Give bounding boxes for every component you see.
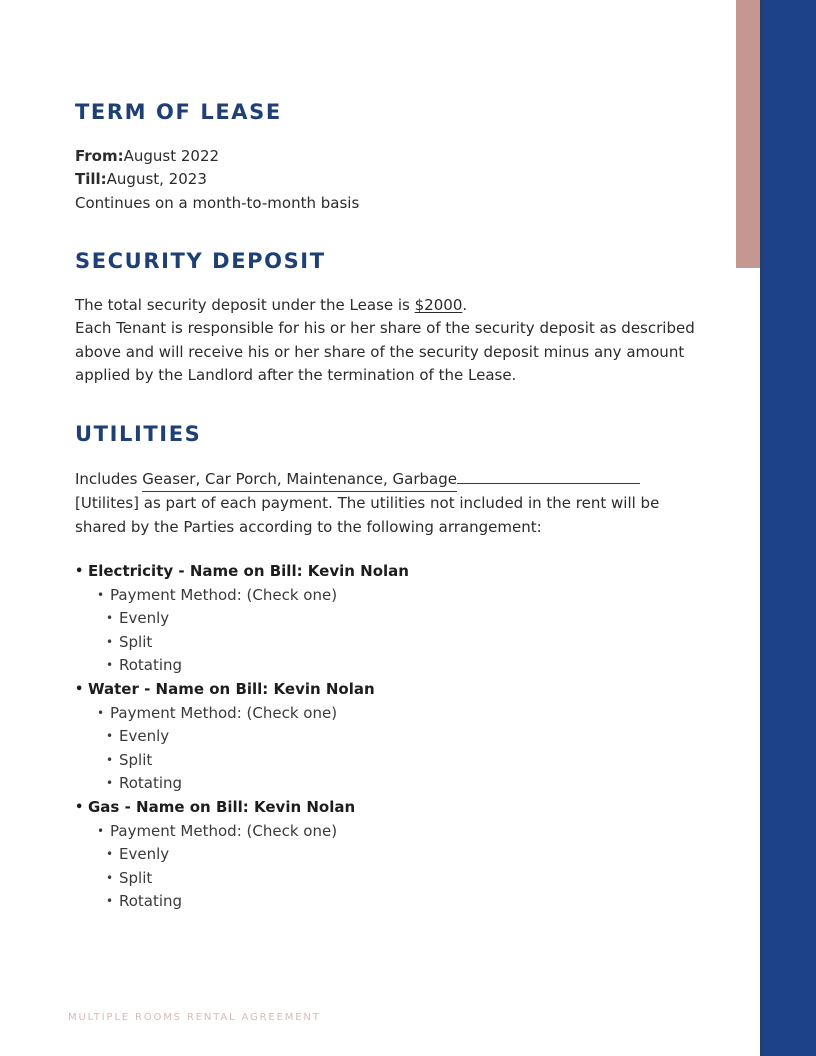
term-from-value: August 2022 bbox=[123, 147, 220, 165]
payment-option-split[interactable]: • Split bbox=[110, 749, 675, 773]
utility-payment-group bbox=[88, 702, 675, 796]
utility-items-list bbox=[75, 560, 675, 914]
payment-options-list bbox=[110, 607, 675, 678]
payment-method-label: • Payment Method: (Check one) bbox=[110, 584, 675, 608]
security-deposit-line-4: applied by the Landlord after the termination of the Lease. bbox=[75, 366, 517, 385]
payment-option-rotating[interactable]: • Rotating bbox=[110, 890, 675, 914]
heading-security-deposit: SECURITY DEPOSIT bbox=[75, 249, 326, 273]
payment-option-evenly[interactable]: • Evenly bbox=[110, 843, 675, 867]
payment-method-item bbox=[88, 584, 675, 678]
decorative-blue-bar-edge bbox=[760, 0, 763, 1056]
decorative-blue-bar bbox=[760, 0, 816, 1056]
section-security-deposit bbox=[75, 248, 326, 274]
document-footer: MULTIPLE ROOMS RENTAL AGREEMENT bbox=[68, 1012, 321, 1023]
security-deposit-line-3: above and will receive his or her share of the security deposit minus any amount bbox=[75, 342, 685, 361]
payment-option-evenly[interactable]: • Evenly bbox=[110, 607, 675, 631]
utilities-body bbox=[75, 467, 659, 539]
utility-item bbox=[75, 560, 675, 678]
security-deposit-amount: $2000 bbox=[414, 296, 463, 314]
security-deposit-prefix: The total security deposit under the Lease is bbox=[75, 296, 415, 314]
payment-option-split[interactable]: • Split bbox=[110, 867, 675, 891]
term-till-label: Till: bbox=[75, 170, 107, 189]
payment-options-list bbox=[110, 843, 675, 914]
heading-term-of-lease: TERM OF LEASE bbox=[75, 100, 282, 124]
term-till-value: August, 2023 bbox=[106, 170, 207, 189]
term-from-label: From: bbox=[75, 147, 124, 165]
payment-option-rotating[interactable]: • Rotating bbox=[110, 772, 675, 796]
utilities-list bbox=[75, 560, 675, 914]
payment-method-item bbox=[88, 702, 675, 796]
term-continues-line: Continues on a month-to-month basis bbox=[75, 193, 360, 212]
term-till-line bbox=[75, 168, 359, 191]
utility-item bbox=[75, 678, 675, 796]
utility-payment-group bbox=[88, 584, 675, 678]
utility-payment-group bbox=[88, 820, 675, 914]
term-from-line bbox=[75, 145, 359, 168]
utility-item-title: • Water - Name on Bill: Kevin Nolan bbox=[88, 678, 675, 702]
payment-option-rotating[interactable]: • Rotating bbox=[110, 654, 675, 678]
payment-option-evenly[interactable]: • Evenly bbox=[110, 725, 675, 749]
payment-method-label: • Payment Method: (Check one) bbox=[110, 820, 675, 844]
payment-method-item bbox=[88, 820, 675, 914]
term-of-lease-body bbox=[75, 145, 359, 215]
decorative-mauve-bar bbox=[736, 0, 760, 268]
security-deposit-body bbox=[75, 294, 695, 388]
security-deposit-amount-line bbox=[75, 294, 695, 317]
utility-item-title: • Electricity - Name on Bill: Kevin Nolan bbox=[88, 560, 675, 584]
payment-method-label: • Payment Method: (Check one) bbox=[110, 702, 675, 726]
utilities-includes-label: Includes bbox=[75, 470, 143, 488]
heading-utilities: UTILITIES bbox=[75, 422, 202, 446]
utilities-includes-line bbox=[75, 467, 659, 492]
payment-option-split[interactable]: • Split bbox=[110, 631, 675, 655]
section-term-of-lease bbox=[75, 99, 282, 125]
utilities-includes-value: Geaser, Car Porch, Maintenance, Garbage bbox=[142, 468, 457, 492]
security-deposit-line-2: Each Tenant is responsible for his or her share of the security deposit as described bbox=[75, 319, 695, 338]
utilities-line-3: shared by the Parties according to the following arrangement: bbox=[75, 517, 542, 536]
utility-item-title: • Gas - Name on Bill: Kevin Nolan bbox=[88, 796, 675, 820]
utilities-line-2: [Utilites] as part of each payment. The utilities not included in the rent will be bbox=[75, 494, 660, 513]
security-deposit-suffix: . bbox=[462, 296, 468, 314]
utilities-blank-line bbox=[457, 467, 640, 484]
section-utilities bbox=[75, 421, 201, 447]
payment-options-list bbox=[110, 725, 675, 796]
utility-item bbox=[75, 796, 675, 914]
